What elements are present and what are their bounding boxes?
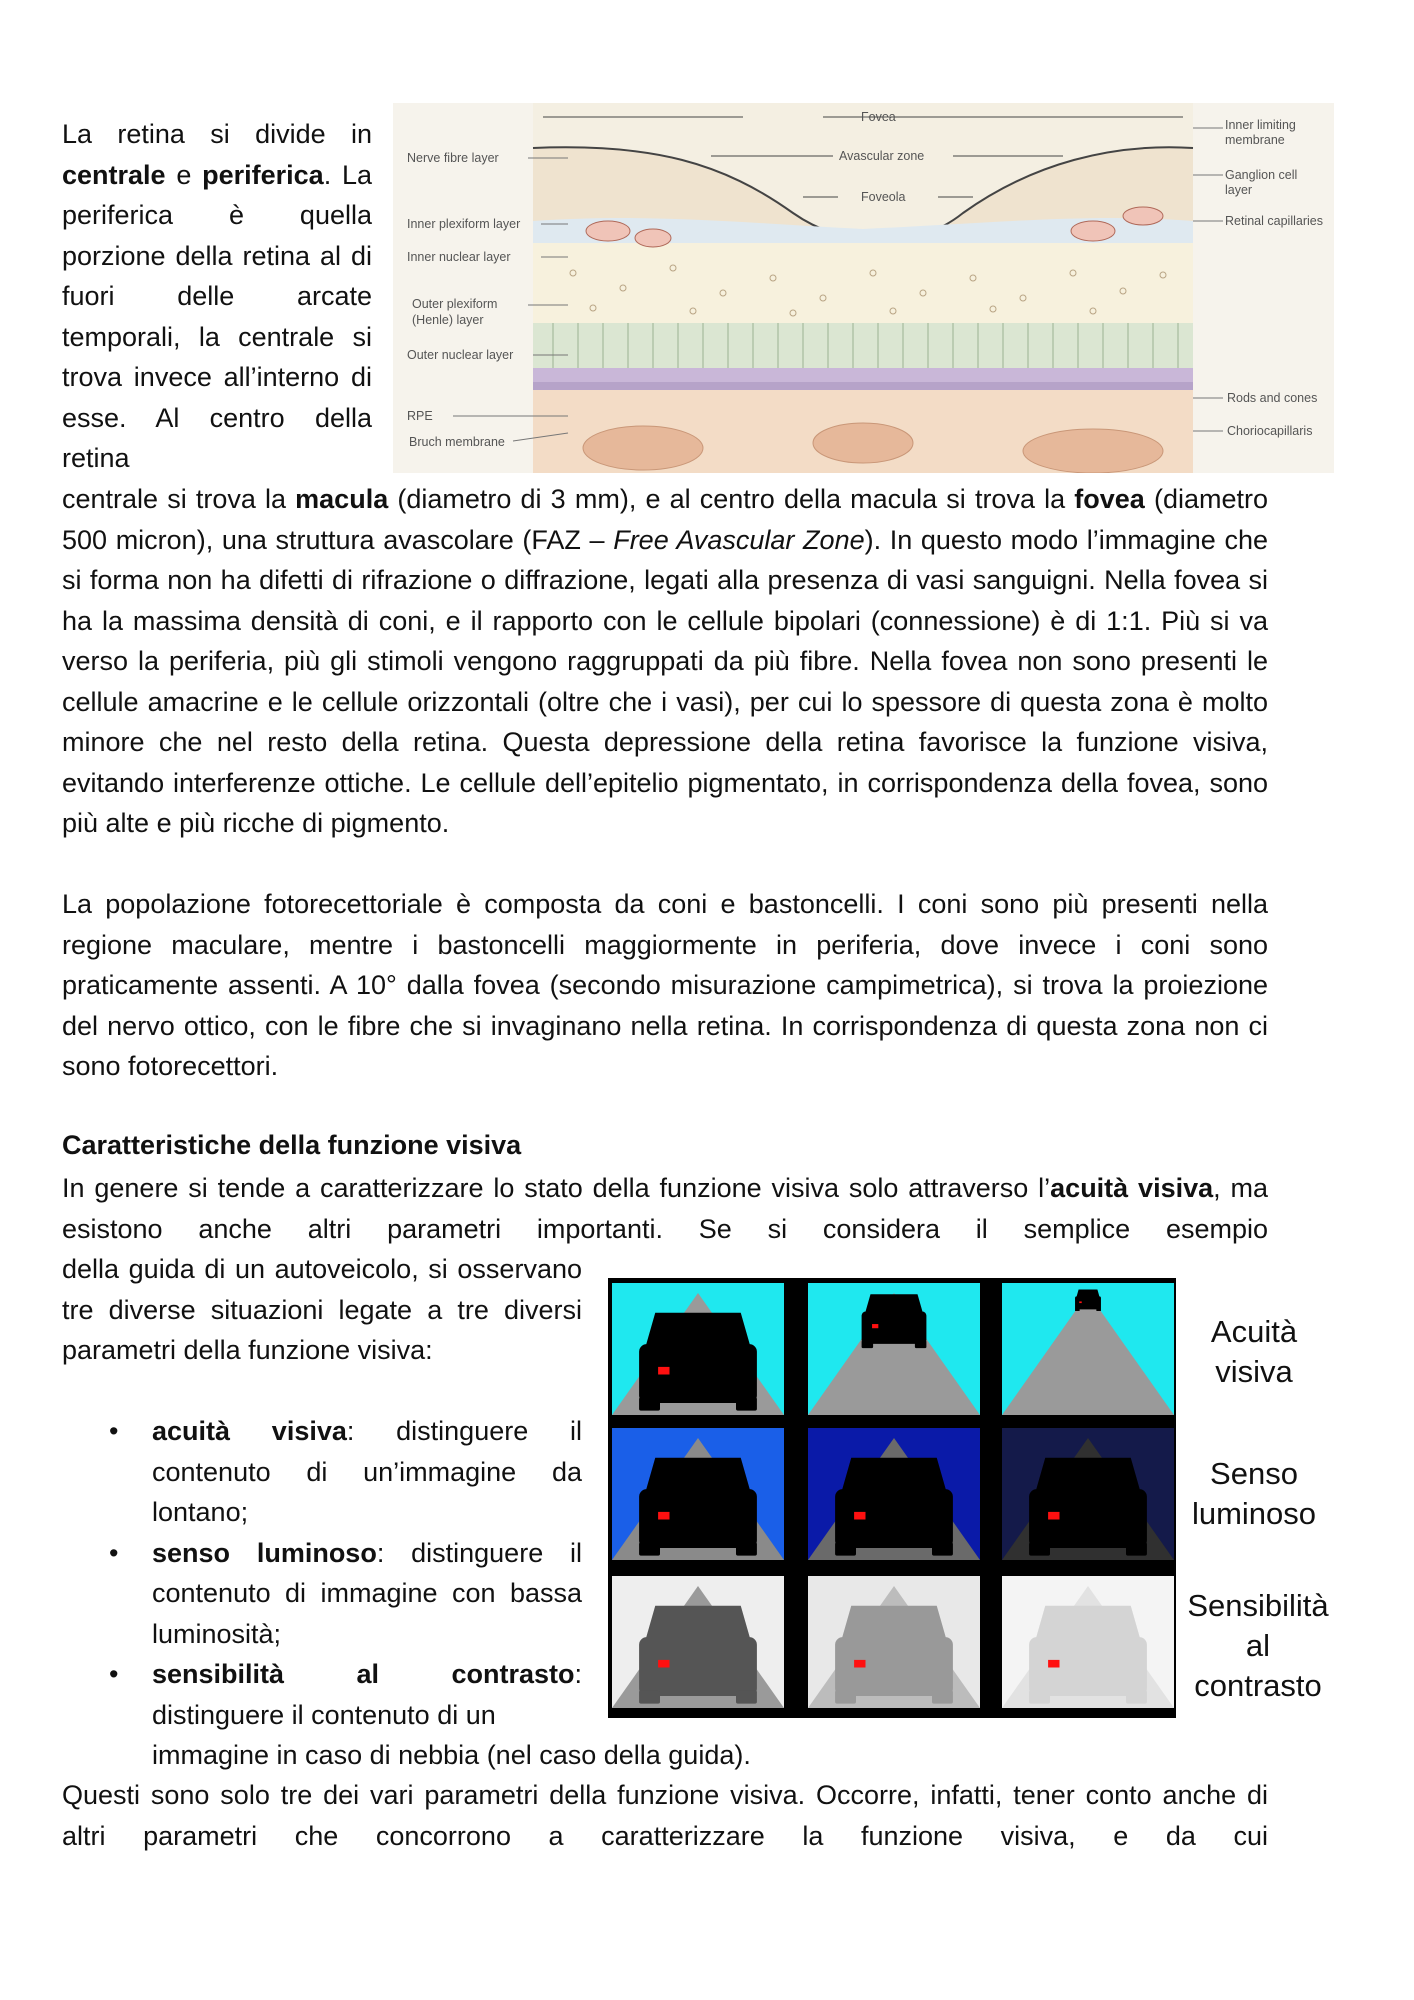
label-line: Acuità bbox=[1210, 1314, 1298, 1349]
scene-cell bbox=[1002, 1428, 1174, 1560]
bullet-desc: : distinguere il contenuto di immagine con bassa luminosità; bbox=[152, 1537, 582, 1649]
scene-cell bbox=[808, 1576, 980, 1708]
term-centrale: centrale bbox=[62, 159, 166, 190]
label-inner-plexiform-layer: Inner plexiform layer bbox=[407, 217, 521, 231]
section-intro-paragraph-narrow: della guida di un autoveicolo, si osservano tre diverse situazioni legate a tre diversi parametri della funzione visiva: bbox=[62, 1254, 582, 1365]
car-taillight bbox=[872, 1324, 878, 1328]
row-label-contrasto bbox=[1178, 1586, 1338, 1706]
label-bruch-membrane: Bruch membrane bbox=[409, 435, 505, 449]
car-icon bbox=[639, 1458, 757, 1556]
car-icon bbox=[1029, 1458, 1147, 1556]
car-taillight bbox=[854, 1512, 865, 1520]
label-outer-nuclear-layer: Outer nuclear layer bbox=[407, 348, 514, 362]
car-icon bbox=[1029, 1606, 1147, 1704]
scene-cell bbox=[808, 1283, 980, 1415]
bullet-desc: : distinguere il contenuto di un bbox=[152, 1659, 582, 1730]
label-line: al bbox=[1245, 1628, 1271, 1663]
list-item bbox=[62, 1654, 582, 1735]
intro-paragraph-wide bbox=[62, 479, 1268, 844]
label-nerve-fibre-layer: Nerve fibre layer bbox=[407, 151, 499, 165]
scene-cell bbox=[612, 1283, 784, 1415]
text-run: ). In questo modo l’immagine che si forma non ha difetti di rifrazione o diffrazione, legati alla presenza di vasi sanguigni. Nella fovea si ha la massima densità di coni, e il rapporto con le cellule bipolari (connessione) è di 1:1. Più si va verso la periferia, più gli stimoli vengono raggruppati da più fibre. Nella fovea non sono presenti le cellule amacrine e le cellule orizzontali (oltre che i vasi), per cui lo spessore di questa zona è molto minore che nel resto della retina. Questa depressione della retina favorisce la funzione visiva, evitando interferenze ottiche. Le cellule dell’epitelio pigmentato, in corrispondenza della fovea, sono più alte e più ricche di pigmento. bbox=[62, 524, 1268, 838]
text-run: . La periferica è quella porzione della retina al di fuori delle arcate temporali, la centrale si trova invece all’interno di esse. Al centro della retina bbox=[62, 159, 372, 473]
label-retinal-capillaries: Retinal capillaries bbox=[1225, 214, 1323, 228]
scene-cell bbox=[612, 1428, 784, 1560]
text-run: In genere si tende a caratterizzare lo stato della funzione visiva solo attraverso l’ bbox=[62, 1173, 1051, 1203]
label-inner-limiting: Inner limiting bbox=[1225, 118, 1296, 132]
bullet-continuation: immagine in caso di nebbia (nel caso della guida). bbox=[152, 1740, 751, 1770]
label-inner-nuclear-layer: Inner nuclear layer bbox=[407, 250, 511, 264]
label-membrane: membrane bbox=[1225, 133, 1285, 147]
label-fovea: Fovea bbox=[861, 110, 896, 124]
row-label-senso bbox=[1174, 1454, 1334, 1534]
label-outer-plexiform: Outer plexiform bbox=[412, 297, 498, 311]
car-taillight bbox=[658, 1367, 669, 1375]
bullet-term: acuità visiva bbox=[152, 1416, 347, 1446]
car-icon bbox=[835, 1458, 953, 1556]
retina-cross-section-figure bbox=[393, 103, 1334, 473]
bullet-term: sensibilità al contrasto bbox=[152, 1659, 575, 1689]
car-taillight bbox=[1079, 1301, 1082, 1303]
text-run: , ma esistono anche altri parametri importanti. Se si considera il semplice esempio bbox=[62, 1173, 1268, 1244]
car-taillight bbox=[658, 1512, 669, 1520]
photoreceptors-paragraph: La popolazione fotorecettoriale è composta da coni e bastoncelli. I coni sono più presenti nella regione maculare, mentre i bastoncelli maggiormente in periferia, dove invece i coni sono praticamente assenti. A 10° dalla fovea (secondo misurazione campimetrica), si trova la proiezione del nervo ottico, con le fibre che si invaginano nella retina. In corrispondenza di questa zona non ci sono fotorecettori. bbox=[62, 889, 1268, 1081]
list-item bbox=[62, 1411, 582, 1533]
label-rpe: RPE bbox=[407, 409, 433, 423]
car-icon bbox=[639, 1313, 757, 1411]
term-periferica: periferica bbox=[202, 159, 324, 190]
scene-cell bbox=[1002, 1576, 1174, 1708]
list-item bbox=[62, 1533, 582, 1655]
row-label-acuita bbox=[1174, 1312, 1334, 1392]
section-title: Caratteristiche della funzione visiva bbox=[62, 1130, 522, 1160]
section-intro-paragraph bbox=[62, 1168, 1268, 1249]
car-taillight bbox=[1048, 1660, 1059, 1668]
label-foveola: Foveola bbox=[861, 190, 906, 204]
car-icon bbox=[862, 1294, 927, 1348]
term-macula: macula bbox=[295, 484, 389, 514]
text-run: e bbox=[165, 159, 203, 190]
vision-parameters-list bbox=[62, 1411, 582, 1735]
term-acuita-visiva: acuità visiva bbox=[1050, 1173, 1214, 1203]
car-icon bbox=[639, 1606, 757, 1704]
term-fovea: fovea bbox=[1074, 484, 1145, 514]
label-line: contrasto bbox=[1194, 1668, 1322, 1703]
closing-paragraph: Questi sono solo tre dei vari parametri della funzione visiva. Occorre, infatti, tener conto anche di altri parametri che concorrono a caratterizzare la funzione visiva, e da cui bbox=[62, 1780, 1268, 1851]
label-line: luminoso bbox=[1191, 1496, 1317, 1531]
label-ganglion-cell: Ganglion cell bbox=[1225, 168, 1298, 182]
driving-vision-illustration bbox=[608, 1278, 1176, 1718]
label-henle-layer: (Henle) layer bbox=[412, 313, 484, 327]
label-rods-and-cones: Rods and cones bbox=[1227, 391, 1318, 405]
scene-cell bbox=[808, 1428, 980, 1560]
label-layer: layer bbox=[1225, 183, 1253, 197]
label-choriocapillaris: Choriocapillaris bbox=[1227, 424, 1313, 438]
text-run: (diametro 500 micron), una struttura avascolare (FAZ – bbox=[62, 484, 1268, 555]
text-run: centrale si trova la bbox=[62, 484, 296, 514]
intro-paragraph-narrow bbox=[62, 114, 372, 479]
car-taillight bbox=[658, 1660, 669, 1668]
car-taillight bbox=[1048, 1512, 1059, 1520]
car-icon bbox=[1075, 1290, 1101, 1312]
bullet-desc: : distinguere il contenuto di un’immagine da lontano; bbox=[152, 1416, 582, 1527]
scene-cell bbox=[1002, 1283, 1174, 1415]
bullet-term: senso luminoso bbox=[152, 1537, 377, 1568]
car-icon bbox=[835, 1606, 953, 1704]
car-taillight bbox=[854, 1660, 865, 1668]
label-line: Sensibilità bbox=[1187, 1588, 1329, 1623]
text-run: (diametro di 3 mm), e al centro della macula si trova la bbox=[388, 484, 1075, 514]
label-avascular-zone: Avascular zone bbox=[839, 149, 925, 163]
label-line: Senso bbox=[1210, 1456, 1298, 1491]
text-run: La retina si divide in bbox=[62, 119, 372, 149]
label-line: visiva bbox=[1215, 1354, 1293, 1389]
scene-cell bbox=[612, 1576, 784, 1708]
term-free-avascular-zone: Free Avascular Zone bbox=[613, 524, 865, 555]
